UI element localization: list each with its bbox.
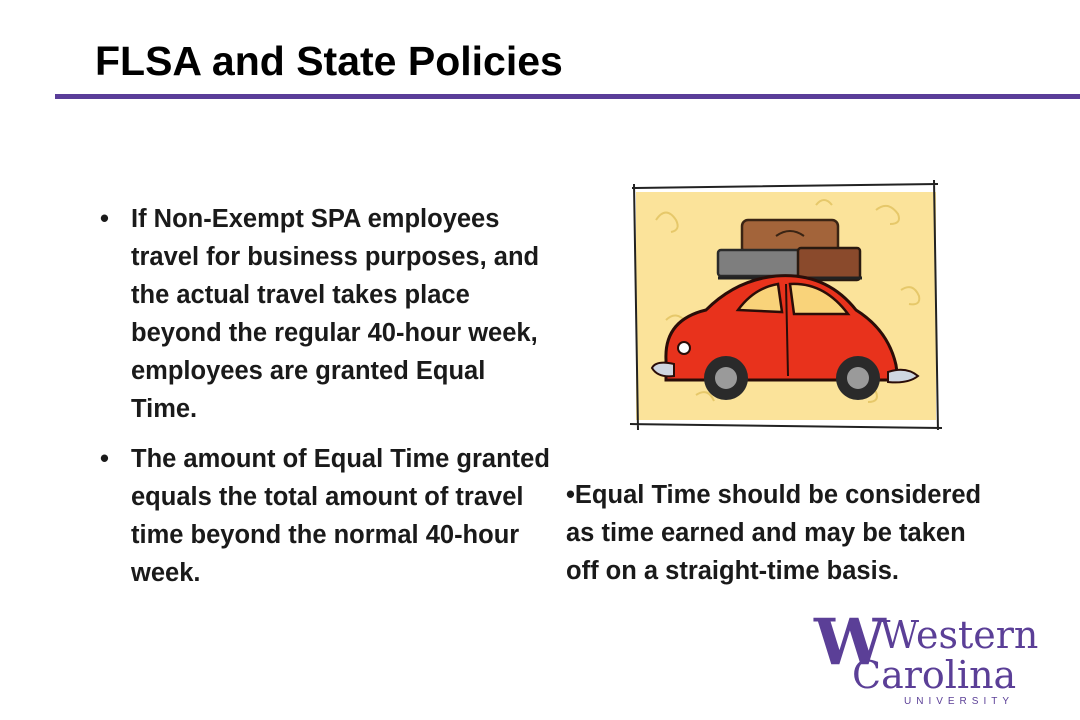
title-underline [55, 94, 1080, 99]
bullet-marker: • [100, 445, 109, 473]
logo-western: Western [880, 613, 1039, 657]
logo-university: UNIVERSITY [904, 696, 1015, 707]
bullet-list [100, 200, 550, 604]
bullet-marker: • [100, 205, 109, 233]
bullet-item [100, 440, 550, 592]
logo-initial-w: W [814, 612, 886, 680]
logo-carolina: Carolina [852, 653, 1017, 697]
bullet-item [100, 200, 550, 428]
wcu-logo [812, 612, 1044, 712]
car-with-luggage-icon [626, 180, 946, 430]
bullet-text: If Non-Exempt SPA employees travel for business purposes, and the actual travel takes place beyond the regular 40-hour week, employees are granted Equal Time. [131, 205, 540, 423]
bullet-text: The amount of Equal Time granted equals the total amount of travel time beyond the normal 40-hour week. [131, 445, 550, 587]
equal-time-note: •Equal Time should be considered as time earned and may be taken off on a straight-time basis. [566, 481, 982, 585]
slide-title: FLSA and State Policies [95, 38, 563, 84]
